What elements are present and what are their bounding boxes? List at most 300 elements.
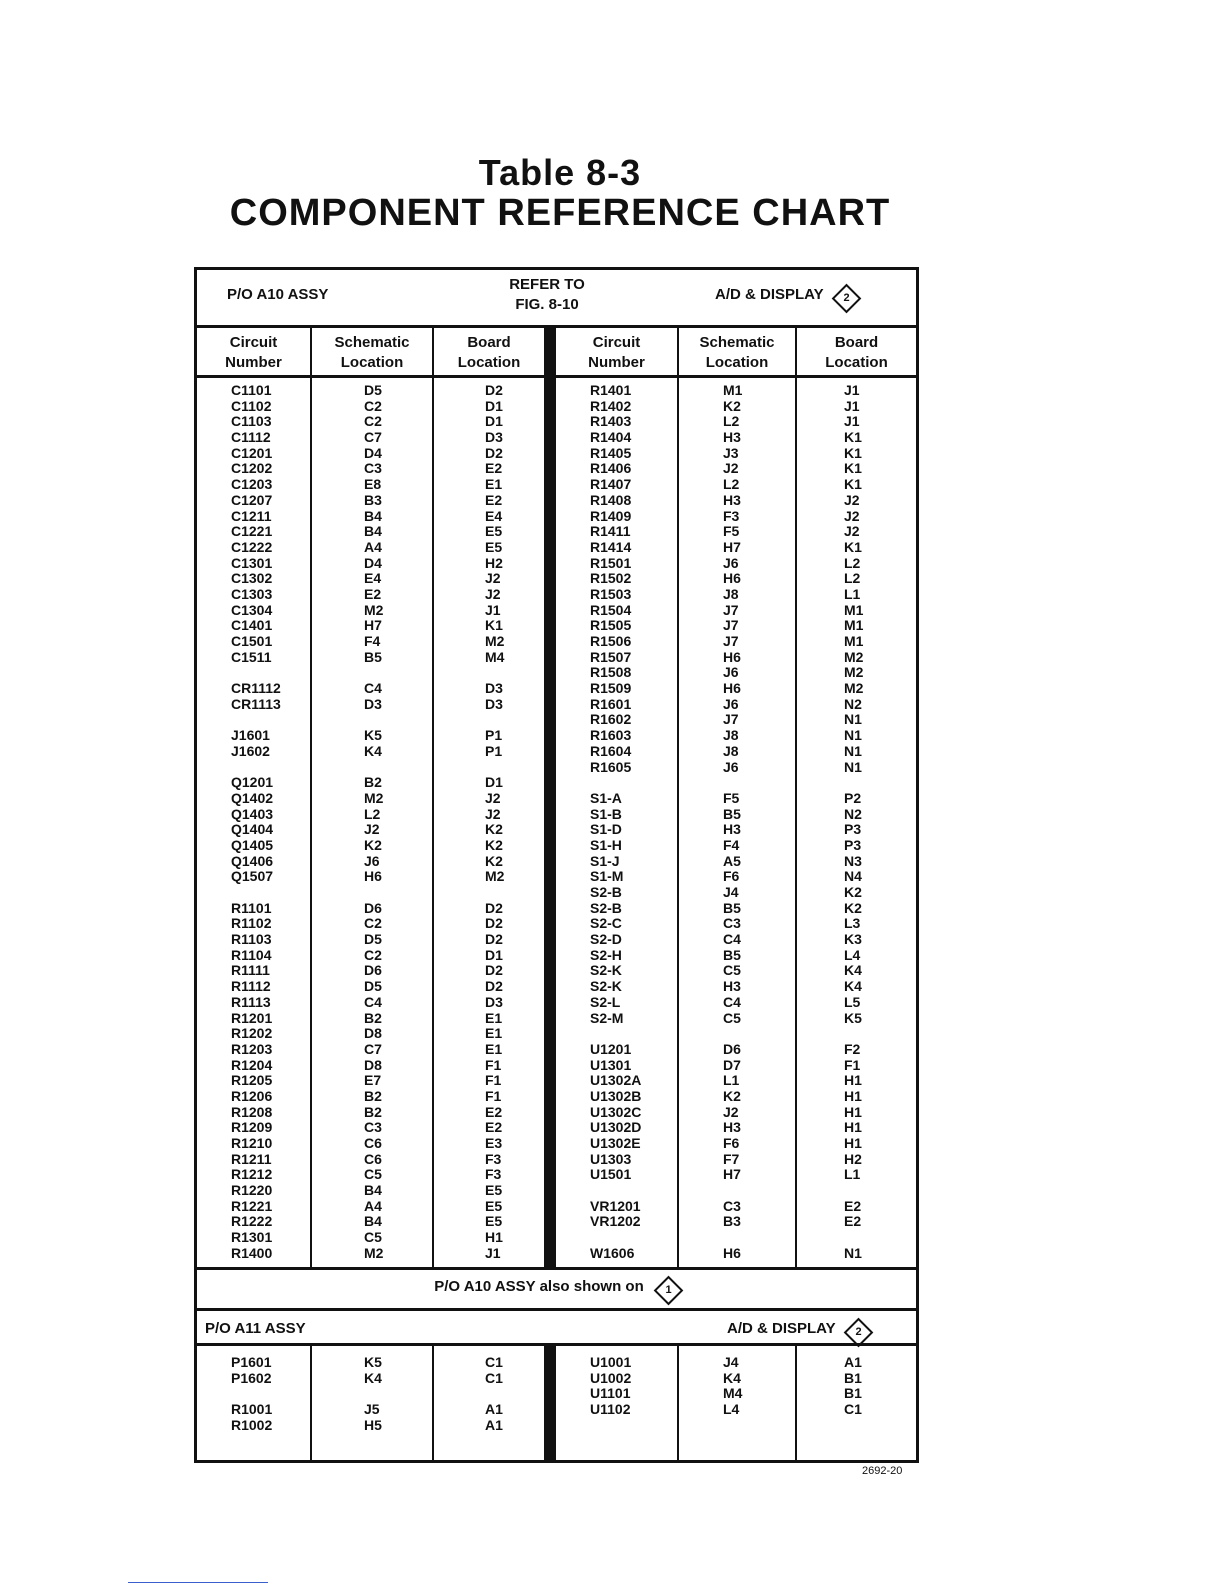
table-cell: Q1405 — [231, 836, 274, 853]
table-cell — [723, 1026, 742, 1042]
table-cell: H7 — [723, 1166, 741, 1183]
divider — [432, 325, 434, 1267]
table-cell — [231, 665, 281, 681]
table-cell: C4 — [723, 993, 741, 1010]
table-cell: F1 — [844, 1056, 861, 1073]
table-cell: H6 — [723, 1244, 741, 1261]
table-cell: C1101 — [231, 382, 272, 398]
table-cell: C1112 — [231, 429, 271, 446]
table-cell: R1407 — [590, 476, 632, 493]
table-cell: D2 — [485, 931, 503, 948]
table-cell: F3 — [485, 1166, 502, 1183]
table-cell: S1-A — [590, 789, 622, 806]
table-cell: L2 — [844, 554, 861, 571]
table-cell: E2 — [485, 460, 503, 477]
table-cell: L4 — [844, 946, 861, 963]
col-header-board-right — [797, 328, 916, 378]
table-cell: H3 — [723, 821, 741, 838]
table-cell: K2 — [364, 836, 382, 853]
right-schematic-column — [723, 383, 742, 1262]
table-cell: L2 — [364, 805, 381, 822]
table-cell: J2 — [485, 805, 501, 822]
table-cell — [590, 1230, 641, 1246]
table-cell: U1501 — [590, 1166, 632, 1183]
table-cell — [231, 885, 281, 901]
table-cell: R1206 — [231, 1087, 273, 1104]
table-cell: F6 — [723, 1135, 740, 1151]
table-cell: C2 — [364, 946, 382, 963]
table-cell: C1102 — [231, 397, 272, 414]
col-header-board-left — [434, 328, 544, 378]
table-cell: B3 — [364, 491, 382, 508]
table-cell: N2 — [844, 805, 862, 822]
table-cell: J3 — [723, 444, 739, 461]
table-cell: E2 — [844, 1197, 862, 1214]
table-cell: S2-B — [590, 899, 622, 916]
table-cell: C4 — [364, 680, 382, 697]
table-cell: U1101 — [590, 1385, 631, 1402]
a11-left-circuit-column — [231, 1355, 272, 1433]
table-cell — [485, 885, 504, 901]
center-divider — [544, 325, 556, 1267]
table-cell — [844, 1230, 863, 1246]
diamond-2-number: 2 — [843, 292, 850, 304]
table-cell: B1 — [844, 1385, 862, 1402]
table-cell: U1002 — [590, 1369, 632, 1386]
table-cell: K5 — [364, 1354, 382, 1370]
table-cell: A4 — [364, 1197, 382, 1214]
table-cell: A5 — [723, 852, 741, 869]
table-title: COMPONENT REFERENCE CHART — [229, 192, 891, 234]
table-cell: CR1112 — [231, 680, 281, 697]
table-cell: U1302E — [590, 1135, 641, 1151]
table-cell: R1406 — [590, 460, 632, 477]
table-cell: S2-B — [590, 884, 622, 900]
table-cell: M2 — [844, 648, 864, 665]
table-cell: J7 — [723, 711, 739, 728]
table-cell: K3 — [844, 931, 862, 948]
col-header-text: Location — [457, 354, 521, 371]
table-cell: R1400 — [231, 1244, 273, 1261]
table-cell: C7 — [364, 429, 382, 446]
table-cell: C2 — [364, 413, 382, 430]
table-cell: H6 — [723, 680, 741, 697]
table-cell: C1511 — [231, 648, 272, 665]
table-cell: R1401 — [590, 382, 632, 398]
table-cell: S2-D — [590, 931, 622, 948]
table-cell: H2 — [844, 1150, 862, 1167]
table-cell: H3 — [723, 429, 741, 446]
table-cell: Q1507 — [231, 868, 274, 885]
table-cell — [364, 665, 383, 681]
table-cell: E2 — [485, 1103, 503, 1120]
table-cell: L4 — [723, 1401, 740, 1418]
col-header-text: Circuit — [592, 334, 641, 351]
table-cell: J7 — [723, 601, 739, 618]
table-cell: J1 — [485, 1244, 501, 1261]
table-cell: C6 — [364, 1135, 382, 1151]
table-cell: D8 — [364, 1025, 382, 1042]
table-cell: J2 — [485, 789, 501, 806]
table-cell: R1506 — [590, 633, 632, 649]
table-cell: C3 — [364, 460, 382, 477]
col-header-text: Location — [825, 354, 888, 371]
table-cell: R1202 — [231, 1025, 273, 1042]
col-header-circuit-right — [556, 328, 677, 378]
table-cell: J5 — [364, 1401, 380, 1418]
table-cell: U1201 — [590, 1040, 632, 1057]
table-cell — [485, 760, 504, 776]
table-cell: U1302B — [590, 1087, 642, 1104]
table-cell: R1201 — [231, 1009, 273, 1026]
table-cell — [485, 712, 504, 728]
table-cell: B3 — [723, 1213, 741, 1230]
table-cell: J6 — [723, 664, 739, 681]
table-cell: J1 — [844, 382, 860, 398]
refer-to-figure — [467, 275, 627, 315]
table-cell: R1402 — [590, 397, 632, 414]
table-cell: F4 — [364, 633, 381, 649]
a10-note-text: P/O A10 ASSY also shown on — [434, 1278, 644, 1295]
table-cell: K2 — [723, 1087, 741, 1104]
table-cell: D1 — [485, 397, 503, 414]
table-cell: R1113 — [231, 993, 271, 1010]
table-cell: K1 — [844, 476, 862, 493]
table-cell: Q1403 — [231, 805, 274, 822]
divider — [677, 1346, 679, 1460]
table-cell: D1 — [485, 774, 503, 791]
table-cell: F7 — [723, 1150, 740, 1167]
page-link-underline — [128, 1582, 268, 1583]
table-cell: D1 — [485, 413, 503, 430]
a11-display-label — [727, 1320, 869, 1341]
table-cell: L2 — [723, 476, 740, 493]
table-cell: R1507 — [590, 648, 632, 665]
table-number: Table 8-3 — [478, 152, 642, 193]
col-header-text: Circuit — [229, 334, 278, 351]
table-cell: U1302C — [590, 1103, 642, 1120]
table-cell: L3 — [844, 915, 861, 932]
center-divider — [544, 1346, 556, 1460]
table-cell: K2 — [485, 852, 503, 869]
col-header-text: Location — [705, 354, 769, 371]
table-cell: Q1402 — [231, 789, 274, 806]
table-cell — [364, 885, 383, 901]
table-cell: F6 — [723, 868, 740, 885]
table-cell: E1 — [485, 476, 503, 493]
table-cell: E3 — [485, 1135, 503, 1151]
table-cell: H7 — [723, 538, 741, 555]
table-cell: R1501 — [590, 554, 632, 571]
table-cell: M2 — [364, 1244, 384, 1261]
divider — [795, 1346, 797, 1460]
table-cell: H1 — [844, 1103, 862, 1120]
table-cell: S1-M — [590, 868, 624, 885]
table-cell: B5 — [723, 805, 741, 822]
table-cell: R1409 — [590, 507, 632, 524]
table-cell: D7 — [723, 1056, 741, 1073]
table-cell — [590, 775, 641, 791]
a10-display-label — [715, 286, 857, 307]
table-cell: C1 — [485, 1369, 503, 1386]
left-schematic-column — [364, 383, 383, 1262]
table-cell: C1103 — [231, 413, 272, 430]
table-cell: E8 — [364, 476, 382, 493]
table-cell: M2 — [844, 680, 864, 697]
table-cell: F1 — [485, 1072, 502, 1089]
table-cell: C5 — [723, 1009, 741, 1026]
table-cell — [844, 1183, 863, 1199]
table-cell: K1 — [844, 538, 862, 555]
table-cell: B2 — [364, 774, 382, 791]
table-cell: A1 — [485, 1401, 503, 1418]
a10-display-text: A/D & DISPLAY — [715, 286, 824, 303]
table-cell: C4 — [723, 931, 741, 948]
table-cell: J6 — [723, 695, 739, 712]
table-cell: E5 — [485, 1197, 503, 1214]
table-cell: R1104 — [231, 946, 272, 963]
table-cell: H1 — [844, 1072, 862, 1089]
table-cell: D1 — [485, 946, 503, 963]
table-cell: C1201 — [231, 444, 273, 461]
table-cell: P3 — [844, 821, 862, 838]
table-cell: D2 — [485, 444, 503, 461]
table-cell: D2 — [485, 915, 503, 932]
col-header-text: Location — [340, 354, 404, 371]
table-cell: E1 — [485, 1025, 503, 1042]
table-cell: J1 — [485, 601, 501, 618]
table-cell: R1411 — [590, 523, 631, 540]
table-cell: F5 — [723, 789, 740, 806]
a11-left-schematic-column — [364, 1355, 382, 1433]
table-cell: K1 — [844, 429, 862, 446]
table-cell: S1-J — [590, 852, 620, 869]
table-cell: F1 — [485, 1056, 502, 1073]
table-cell: J8 — [723, 742, 739, 759]
refer-to-line2: FIG. 8-10 — [515, 296, 579, 313]
table-cell: R1602 — [590, 711, 632, 728]
table-cell: R1408 — [590, 491, 632, 508]
divider — [795, 325, 797, 1267]
a10-header — [197, 270, 916, 328]
table-cell: N3 — [844, 852, 862, 869]
table-cell: R1504 — [590, 601, 632, 618]
table-cell: F3 — [723, 507, 740, 524]
table-cell: C1222 — [231, 538, 273, 555]
table-cell: M1 — [723, 382, 743, 398]
table-cell: M4 — [485, 648, 505, 665]
a11-right-circuit-column — [590, 1355, 631, 1418]
table-cell: P1 — [485, 742, 503, 759]
table-cell: L2 — [844, 570, 861, 587]
table-cell: P3 — [844, 836, 862, 853]
table-cell: H6 — [723, 570, 741, 587]
table-cell: K4 — [364, 742, 382, 759]
table-cell: R1212 — [231, 1166, 273, 1183]
table-cell: R1508 — [590, 664, 632, 681]
table-cell: S2-H — [590, 946, 622, 963]
table-cell: H1 — [844, 1119, 862, 1136]
table-cell: J1602 — [231, 742, 270, 759]
table-cell: H5 — [364, 1416, 382, 1433]
table-cell: R1209 — [231, 1119, 273, 1136]
table-cell — [590, 1026, 641, 1042]
table-cell: R1112 — [231, 978, 271, 995]
table-cell: M4 — [723, 1385, 743, 1402]
figure-number: 2692-20 — [862, 1465, 903, 1477]
table-cell: K2 — [723, 397, 741, 414]
table-cell: B4 — [364, 507, 382, 524]
table-cell: R1301 — [231, 1229, 273, 1246]
table-cell: R1604 — [590, 742, 632, 759]
table-cell: U1302D — [590, 1119, 642, 1136]
table-cell: S1-D — [590, 821, 622, 838]
table-cell: CR1113 — [231, 695, 281, 712]
table-cell: D4 — [364, 554, 382, 571]
table-cell: A4 — [364, 538, 382, 555]
table-cell: E4 — [485, 507, 503, 524]
table-cell: M1 — [844, 633, 864, 649]
diamond-2-number: 2 — [855, 1326, 862, 1338]
left-circuit-column — [231, 383, 281, 1262]
table-cell: R1404 — [590, 429, 632, 446]
table-cell: F5 — [723, 523, 740, 540]
a10-note — [197, 1267, 916, 1311]
table-cell: K4 — [844, 978, 862, 995]
table-cell — [231, 1386, 272, 1402]
col-header-text: Schematic — [699, 334, 775, 351]
table-cell: J2 — [723, 1103, 739, 1120]
table-cell: P1601 — [231, 1354, 272, 1370]
table-cell: Q1201 — [231, 774, 274, 791]
table-cell: N1 — [844, 742, 862, 759]
table-cell: D6 — [364, 899, 382, 916]
table-cell — [364, 712, 383, 728]
table-cell: D3 — [485, 993, 503, 1010]
table-cell: S2-C — [590, 915, 622, 932]
table-cell: R1601 — [590, 695, 632, 712]
table-cell: B2 — [364, 1087, 382, 1104]
table-cell: J2 — [844, 523, 860, 540]
table-cell: H3 — [723, 491, 741, 508]
table-cell: L5 — [844, 993, 861, 1010]
table-cell: R1210 — [231, 1135, 273, 1151]
table-cell: S1-H — [590, 836, 622, 853]
table-cell: U1001 — [590, 1354, 632, 1370]
table-cell: J2 — [844, 507, 860, 524]
table-cell: U1301 — [590, 1056, 632, 1073]
table-cell: C1203 — [231, 476, 273, 493]
table-cell: J2 — [485, 570, 501, 587]
table-cell: B4 — [364, 1213, 382, 1230]
table-cell: K5 — [364, 727, 382, 744]
right-circuit-column — [590, 383, 641, 1262]
table-cell: D3 — [485, 429, 503, 446]
table-cell — [844, 775, 863, 791]
table-cell: N1 — [844, 758, 862, 775]
table-cell: M2 — [364, 789, 384, 806]
table-cell: D4 — [364, 444, 382, 461]
table-cell: B5 — [723, 946, 741, 963]
table-cell: D2 — [485, 899, 503, 916]
table-cell: C1207 — [231, 491, 273, 508]
table-cell: D2 — [485, 382, 503, 398]
table-cell: R1211 — [231, 1150, 272, 1167]
table-cell: J6 — [364, 852, 380, 869]
col-header-text: Number — [588, 354, 645, 371]
table-cell — [590, 1183, 641, 1199]
table-cell: E7 — [364, 1072, 382, 1089]
table-cell: W1606 — [590, 1244, 635, 1261]
table-cell: D6 — [723, 1040, 741, 1057]
table-cell — [844, 1026, 863, 1042]
table-cell: C1 — [485, 1354, 503, 1370]
table-cell: J1 — [844, 413, 860, 430]
table-cell: J4 — [723, 1354, 739, 1370]
table-cell: H6 — [364, 868, 382, 885]
table-cell: Q1404 — [231, 821, 274, 838]
a11-display-text: A/D & DISPLAY — [727, 1320, 836, 1337]
table-cell: R1221 — [231, 1197, 273, 1214]
table-cell: N4 — [844, 868, 862, 885]
a11-left-board-column — [485, 1355, 503, 1433]
table-cell: F1 — [485, 1087, 502, 1104]
table-cell: U1102 — [590, 1401, 631, 1418]
table-cell — [231, 760, 281, 776]
a10-assy-label: P/O A10 ASSY — [227, 286, 329, 303]
table-cell — [231, 712, 281, 728]
table-cell: C1303 — [231, 585, 273, 602]
table-cell: C3 — [723, 1197, 741, 1214]
table-cell — [723, 775, 742, 791]
table-cell: R1222 — [231, 1213, 273, 1230]
table-cell: N2 — [844, 695, 862, 712]
col-header-schematic-left — [312, 328, 432, 378]
table-cell: H6 — [723, 648, 741, 665]
table-cell: L1 — [723, 1072, 740, 1089]
table-cell: D5 — [364, 978, 382, 995]
table-cell: L1 — [844, 1166, 861, 1183]
table-cell: B5 — [364, 648, 382, 665]
table-cell: R1403 — [590, 413, 632, 430]
table-cell: E1 — [485, 1009, 503, 1026]
table-cell: J6 — [723, 554, 739, 571]
table-cell: E2 — [485, 491, 503, 508]
table-cell: E5 — [485, 523, 503, 540]
table-cell: F4 — [723, 836, 740, 853]
table-cell: H7 — [364, 617, 382, 634]
table-cell: C5 — [364, 1166, 382, 1183]
table-cell — [485, 1386, 503, 1402]
table-cell: K4 — [844, 962, 862, 979]
col-header-text: Number — [225, 354, 282, 371]
table-cell: C1301 — [231, 554, 273, 571]
table-cell: K2 — [485, 821, 503, 838]
table-cell: M2 — [485, 633, 505, 649]
refer-to-line1: REFER TO — [509, 276, 585, 293]
table-cell: C1302 — [231, 570, 273, 587]
table-cell: N1 — [844, 711, 862, 728]
table-cell: C5 — [364, 1229, 382, 1246]
table-cell: D2 — [485, 978, 503, 995]
table-cell: Q1406 — [231, 852, 274, 869]
table-cell: R1220 — [231, 1182, 273, 1199]
table-cell: A1 — [844, 1354, 862, 1370]
table-cell: D5 — [364, 931, 382, 948]
table-cell: P1602 — [231, 1369, 272, 1386]
table-cell: C1401 — [231, 617, 273, 634]
table-cell: R1605 — [590, 758, 632, 775]
